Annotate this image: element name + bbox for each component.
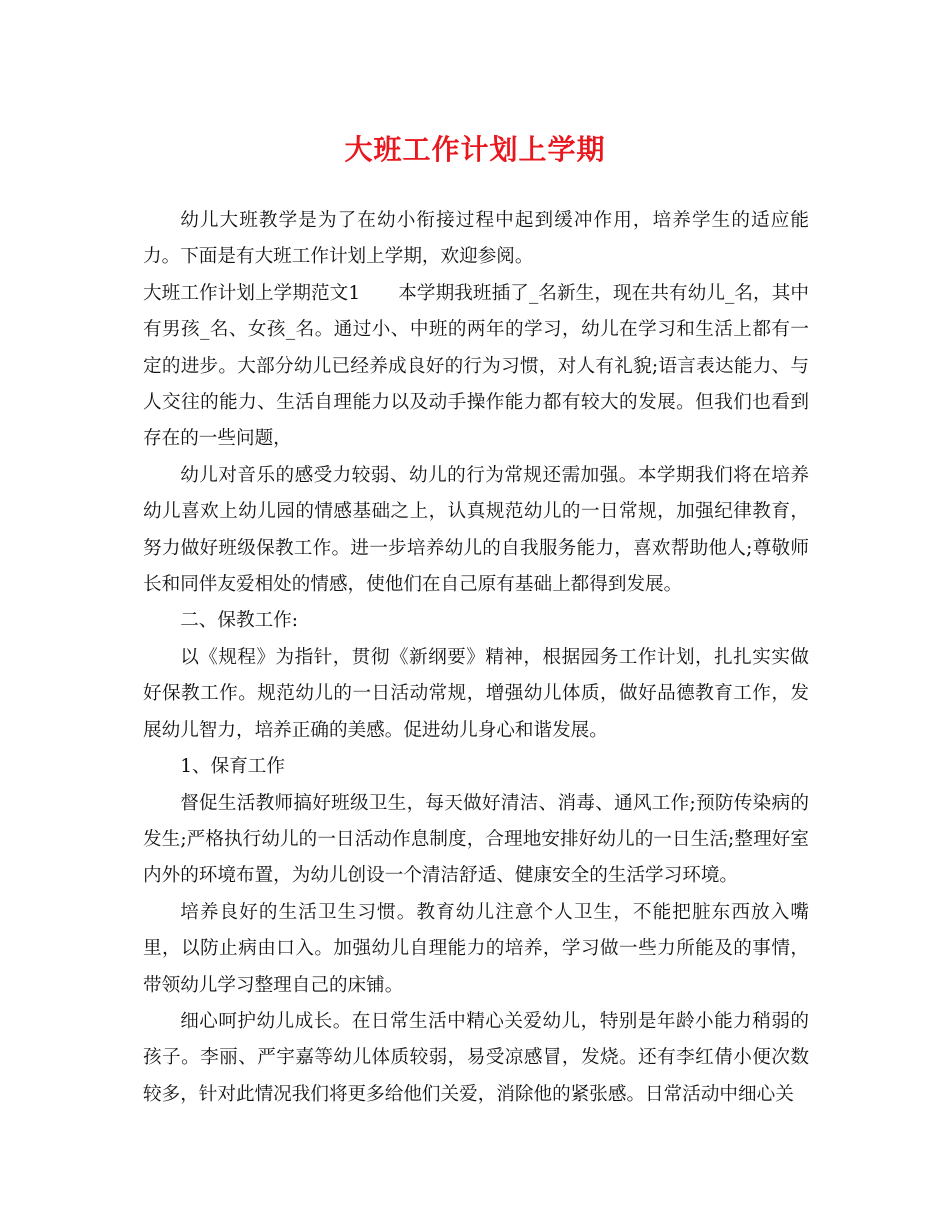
sample-intro-text: 本学期我班插了_名新生，现在共有幼儿_名，其中有男孩_名、女孩_名。通过小、中班的两年的学习，幼儿在学习和生活上都有一定的进步。大部分幼儿已经养成良好的行为习惯，对人有礼貌;语言表达能力、与人交往的能力、生活自理能力以及动手操作能力都有较大的发展。但我们也看到存在的一些问题， [143, 282, 809, 450]
section-heading-care-education: 二、保教工作: [180, 610, 299, 632]
paragraph-intro: 幼儿大班教学是为了在幼小衔接过程中起到缓冲作用，培养学生的适应能力。下面是有大班工作计划上学期，欢迎参阅。 [143, 210, 809, 268]
subsection-heading-nursing: 1、保育工作 [180, 756, 285, 778]
paragraph-guideline: 以《规程》为指针，贯彻《新纲要》精神，根据园务工作计划，扎扎实实做好保教工作。规范幼儿的一日活动常规，增强幼儿体质，做好品德教育工作，发展幼儿智力，培养正确的美感。促进幼儿身心和谐发展。 [143, 646, 809, 741]
paragraph-problems: 幼儿对音乐的感受力较弱、幼儿的行为常规还需加强。本学期我们将在培养幼儿喜欢上幼儿园的情感基础之上，认真规范幼儿的一日常规，加强纪律教育，努力做好班级保教工作。进一步培养幼儿的自我服务能力，喜欢帮助他人;尊敬师长和同伴友爱相处的情感，使他们在自己原有基础上都得到发展。 [143, 464, 809, 596]
sample-heading: 大班工作计划上学期范文1 [143, 282, 361, 304]
document-body [143, 203, 809, 1113]
paragraph-habits: 培养良好的生活卫生习惯。教育幼儿注意个人卫生，不能把脏东西放入嘴里，以防止病由口入。加强幼儿自理能力的培养，学习做一些力所能及的事情，带领幼儿学习整理自己的床铺。 [143, 901, 809, 996]
paragraph-sample [143, 276, 809, 458]
document-title: 大班工作计划上学期 [344, 133, 606, 166]
paragraph-care: 细心呵护幼儿成长。在日常生活中精心关爱幼儿，特别是年龄小能力稍弱的孩子。李丽、严宇嘉等幼儿体质较弱，易受凉感冒，发烧。还有李红倩小便次数较多，针对此情况我们将更多给他们关爱，消除他的紧张感。日常活动中细心关 [143, 1010, 809, 1105]
paragraph-hygiene: 督促生活教师搞好班级卫生，每天做好清洁、消毒、通风工作;预防传染病的发生;严格执行幼儿的一日活动作息制度，合理地安排好幼儿的一日生活;整理好室内外的环境布置，为幼儿创设一个清洁舒适、健康安全的生活学习环境。 [143, 792, 809, 887]
